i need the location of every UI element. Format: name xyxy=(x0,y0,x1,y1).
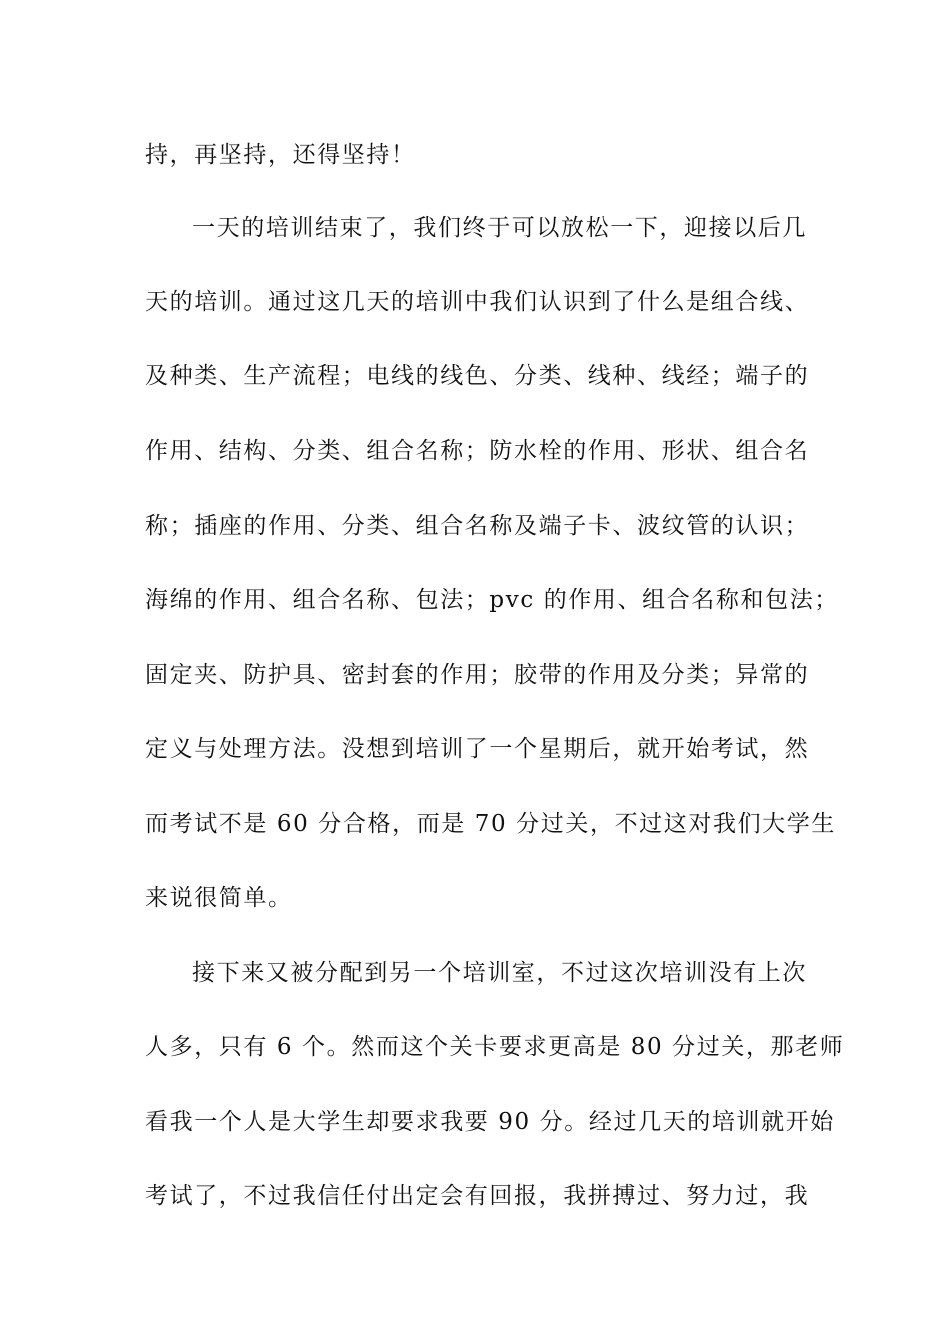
text-line: 作用、结构、分类、组合名称；防水栓的作用、形状、组合名 xyxy=(145,438,810,464)
text-line: 称；插座的作用、分类、组合名称及端子卡、波纹管的认识； xyxy=(145,513,810,539)
text-line: 人多，只有 6 个。然而这个关卡要求更高是 80 分过关，那老师 xyxy=(145,1034,845,1060)
text-line: 来说很简单。 xyxy=(145,885,293,911)
text-line: 一天的培训结束了，我们终于可以放松一下，迎接以后几 xyxy=(192,215,807,241)
text-line: 持，再坚持，还得坚持！ xyxy=(145,142,416,168)
text-line: 看我一个人是大学生却要求我要 90 分。经过几天的培训就开始 xyxy=(145,1109,835,1135)
text-line: 及种类、生产流程；电线的线色、分类、线种、线经；端子的 xyxy=(145,363,810,389)
text-line: 考试了，不过我信任付出定会有回报，我拼搏过、努力过，我 xyxy=(145,1183,810,1209)
text-line: 接下来又被分配到另一个培训室，不过这次培训没有上次 xyxy=(192,960,807,986)
text-line: 海绵的作用、组合名称、包法；pvc 的作用、组合名称和包法； xyxy=(145,587,839,613)
text-line: 固定夹、防护具、密封套的作用；胶带的作用及分类；异常的 xyxy=(145,662,810,688)
text-line: 天的培训。通过这几天的培训中我们认识到了什么是组合线、 xyxy=(145,289,810,315)
text-line: 而考试不是 60 分合格，而是 70 分过关，不过这对我们大学生 xyxy=(145,811,836,837)
text-line: 定义与处理方法。没想到培训了一个星期后，就开始考试，然 xyxy=(145,736,810,762)
